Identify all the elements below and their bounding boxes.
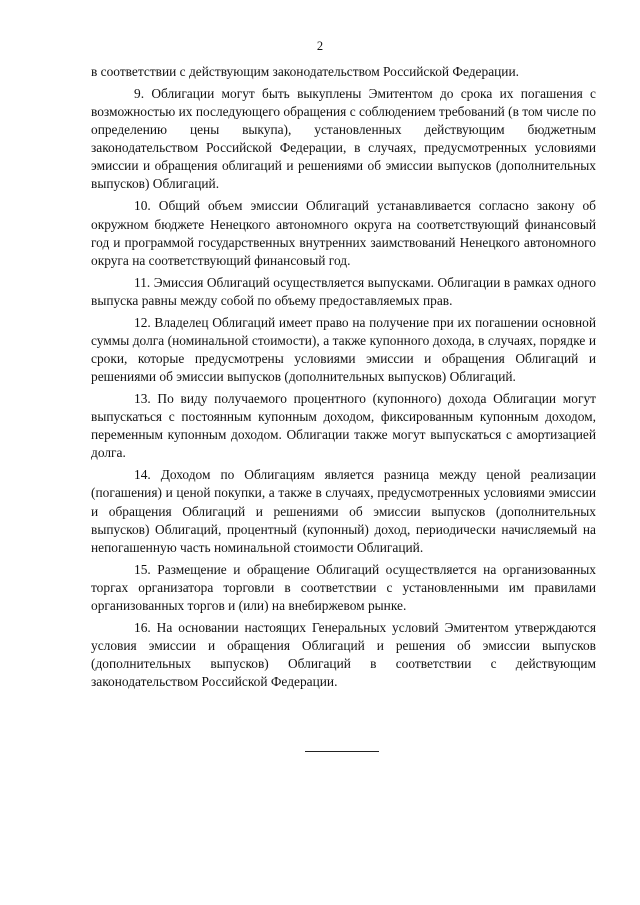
- paragraph-14: 14. Доходом по Облигациям является разница между ценой реализации (погашения) и ценой покупки, а также в случаях, предусмотренных условиями эмиссии и обращения Облигаций и решениями об эмиссии выпусков (дополнительных выпусков) Облигаций, процентный (купонный) доход, периодически начисляемый на непогашенную часть номинальной стоимости Облигаций.: [91, 467, 596, 555]
- paragraph-11: 11. Эмиссия Облигаций осуществляется выпусками. Облигации в рамках одного выпуска равны между собой по объему предоставляемых прав.: [91, 274, 596, 308]
- document-body: [91, 63, 596, 695]
- paragraph-13: 13. По виду получаемого процентного (купонного) дохода Облигации могут выпускаться с постоянным купонным доходом, фиксированным купонным доходом, переменным купонным доходом. Облигации также могут выпускаться с амортизацией долга.: [91, 391, 596, 461]
- paragraph-9: 9. Облигации могут быть выкуплены Эмитентом до срока их погашения с возможностью их последующего обращения с соблюдением требований (в том числе по определению цены выкупа), установленных действующим бюджетным законодательством Российской Федерации, в случаях, предусмотренных условиями эмиссии и обращения облигаций и решениями об эмиссии выпусков (дополнительных выпусков) Облигаций.: [91, 85, 596, 192]
- paragraph-continuation: в соответствии с действующим законодательством Российской Федерации.: [91, 64, 519, 79]
- paragraph-15: 15. Размещение и обращение Облигаций осуществляется на организованных торгах организатора торговли в соответствии с установленными им правилами организованных торгов и (или) на внебиржевом рынке.: [91, 561, 596, 613]
- page-number: 2: [316, 39, 324, 53]
- paragraph-12: 12. Владелец Облигаций имеет право на получение при их погашении основной суммы долга (номинальной стоимости), а также купонного дохода, в случаях, порядке и сроки, которые предусмотрены условиями эмиссии и обращения Облигаций и решениями об эмиссии выпусков (дополнительных выпусков) Облигаций.: [91, 314, 596, 385]
- end-of-text-divider: [305, 751, 379, 752]
- paragraph-16: 16. На основании настоящих Генеральных условий Эмитентом утверждаются условия эмиссии и обращения Облигаций и решения об эмиссии выпусков (дополнительных выпусков) Облигаций в соответствии с действующим законодательством Российской Федерации.: [91, 619, 596, 690]
- paragraph-10: 10. Общий объем эмиссии Облигаций устанавливается согласно закону об окружном бюджете Ненецкого автономного округа на соответствующий финансовый год и программой государственных внутренних заимствований Ненецкого автономного округа на соответствующий финансовый год.: [91, 198, 596, 268]
